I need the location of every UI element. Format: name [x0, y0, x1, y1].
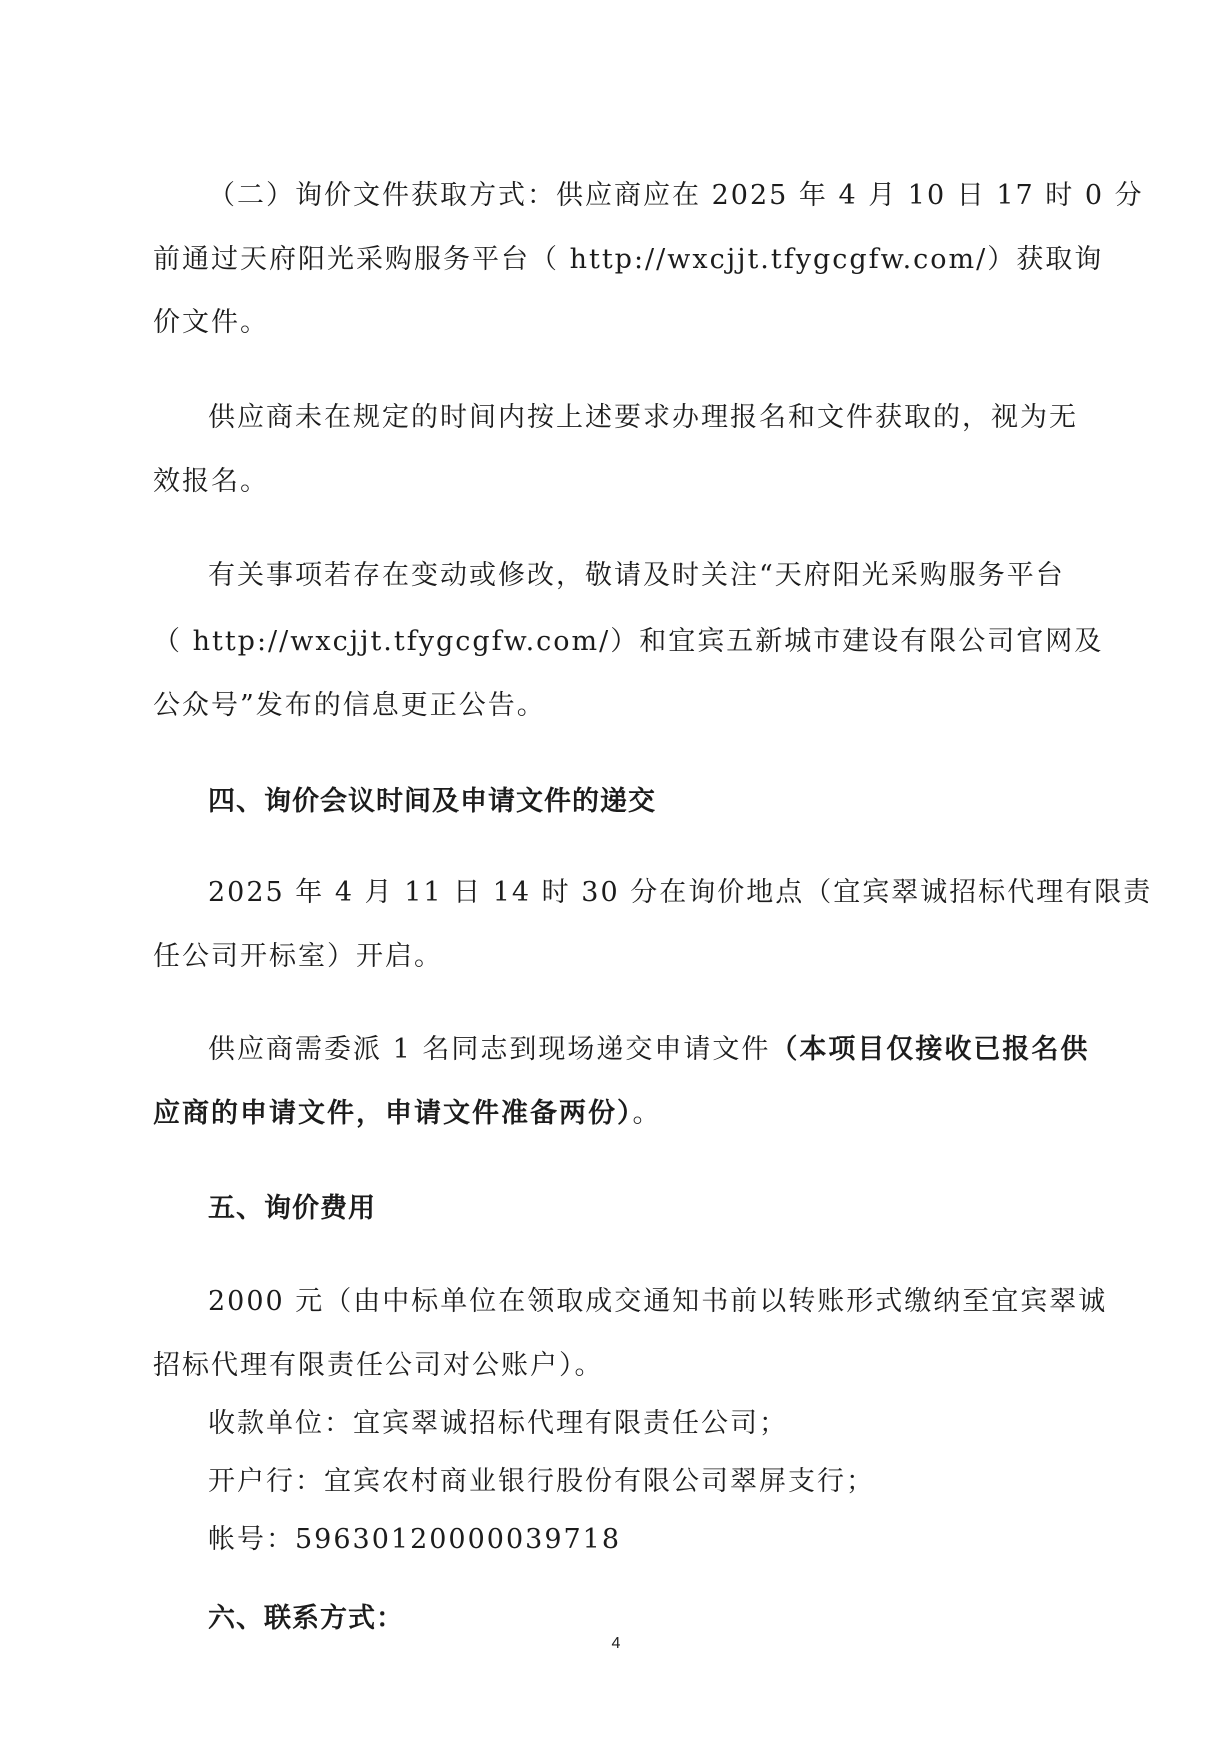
submission-line-2: [153, 1094, 1083, 1134]
submission-end: 。: [632, 1098, 662, 1129]
changes-notice-line-2: （ http://wxcjjt.tfygcgfw.com/）和宜宾五新城市建设有限公司官网及: [153, 626, 1104, 657]
acquisition-method-line-2: 前通过天府阳光采购服务平台（ http://wxcjjt.tfygcgfw.com/）获取询: [153, 244, 1104, 275]
submission-normal-text: 供应商需委派 1 名同志到现场递交申请文件: [208, 1034, 771, 1065]
account-line: 帐号：59630120000039718: [208, 1524, 622, 1555]
changes-notice-line-3: 公众号”发布的信息更正公告。: [153, 690, 546, 721]
fee-line-2: 招标代理有限责任公司对公账户）。: [153, 1350, 604, 1381]
meeting-time-line-1: 2025 年 4 月 11 日 14 时 30 分在询价地点（宜宾翠诚招标代理有限责: [208, 877, 1153, 908]
acquisition-method-line-3: 价文件。: [153, 307, 269, 338]
submission-bold-text-2: 应商的申请文件，申请文件准备两份）: [153, 1098, 633, 1129]
invalid-registration-line-1: 供应商未在规定的时间内按上述要求办理报名和文件获取的，视为无: [208, 402, 1078, 433]
submission-line-1: [208, 1030, 1090, 1070]
section-5-heading: 五、询价费用: [208, 1193, 376, 1224]
invalid-registration-line-2: 效报名。: [153, 466, 269, 497]
submission-bold-text-1: （本项目仅接收已报名供: [770, 1034, 1090, 1065]
fee-line-1: 2000 元（由中标单位在领取成交通知书前以转账形式缴纳至宜宾翠诚: [208, 1286, 1108, 1317]
section-6-heading: 六、联系方式：: [208, 1603, 404, 1634]
section-4-heading: 四、询价会议时间及申请文件的递交: [208, 786, 656, 817]
acquisition-method-line-1: （二）询价文件获取方式：供应商应在 2025 年 4 月 10 日 17 时 0 分: [208, 180, 1144, 211]
meeting-time-line-2: 任公司开标室）开启。: [153, 941, 443, 972]
page-number: 4: [611, 1635, 621, 1652]
payee-line: 收款单位：宜宾翠诚招标代理有限责任公司；: [208, 1408, 788, 1439]
bank-line: 开户行：宜宾农村商业银行股份有限公司翠屏支行；: [208, 1466, 875, 1497]
changes-notice-line-1: 有关事项若存在变动或修改，敬请及时关注“天府阳光采购服务平台: [208, 560, 1065, 591]
